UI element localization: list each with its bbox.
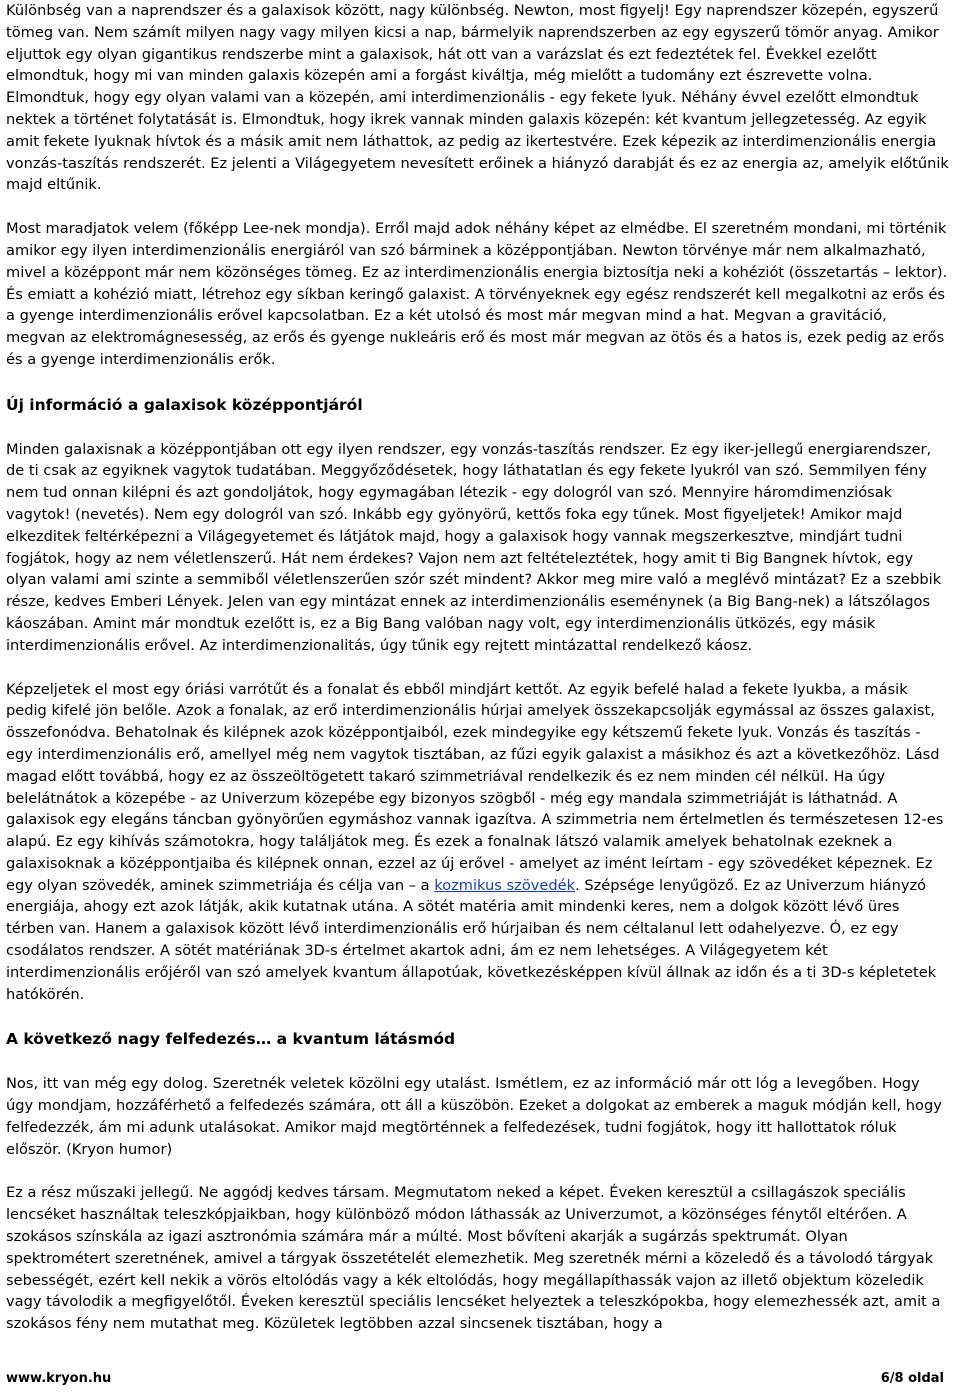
paragraph-text-after-link: . Szépsége lenyűgöző. Ez az Univerzum hiányzó energiája, ahogy ezt azok látják, akik kutatnak utána. A sötét matéria amit mindenki keres, nem a dolgok között lévő üres térben van. Hanem a galaxisok között lévő interdimenzionális erő húrjaiban és nem céltalanul lett odahelyezve. Ó, ez egy csodálatos rendszer. A sötét matériának 3D-s értelmet akartok adni, ám ez nem lehetséges. A Világegyetem két interdimenzionális erőjéről van szó amelyek kvantum állapotúak, következésképpen kívül állnak az időn és a ti 3D-s képletetek hatókörén.	[6, 876, 937, 1003]
intro-paragraph: Különbség van a naprendszer és a galaxisok között, nagy különbség. Newton, most figyelj! Egy naprendszer közepén, egyszerű tömeg van. Nem számít milyen nagy vagy milyen kicsi a nap, bármelyik naprendszerben az egy egyszerű tömör anyag. Amikor eljuttok egy olyan gigantikus rendszerbe mint a galaxisok, hát ott van a varázslat és ezt fedeztétek fel. Évekkel ezelőtt elmondtuk, hogy mi van minden galaxis közepén ami a forgást kiváltja, még mielőtt a tudomány ezt észrevette volna. Elmondtuk, hogy egy olyan valami van a közepén, ami interdimenzionális - egy fekete lyuk. Néhány évvel ezelőtt elmondtuk nektek a történet folytatását is. Elmondtuk, hogy ikrek vannak minden galaxis közepén: két kvantum jellegzetesség. Az egyik amit fekete lyuknak hívtok és a másik amit nem láthattok, az pedig az ikertestvére. Ezek képezik az interdimenzionális energia vonzás-taszítás rendszerét. Ez jelenti a Világegyetem nevesített erőinek a hiányzó darabját és ez az energia az, amelyik előtűnik majd eltűnik.	[6, 2, 949, 194]
paragraph-lee: Most maradjatok velem (főképp Lee-nek mondja). Erről majd adok néhány képet az elmédbe. El szeretném mondani, mi történik amikor egy ilyen interdimenzionális energiáról van szó bárminek a középpontjában. Newton törvénye már nem alkalmazható, mivel a középpont már nem közönséges tömeg. Ez az interdimenzionális energia biztosítja neki a kohéziót (összetartás – lektor). És emiatt a kohézió miatt, létrehoz egy síkban keringő galaxist. A törvényeknek egy egész rendszerét kell megalkotni az erős és a gyenge interdimenzionális erővel kapcsolatban. Ez a két utolsó és most már megvan mind a hat. Megvan a gravitáció, megvan az elektromágnesesség, az erős és gyenge nukleáris erő és most már megvan az ötös és a hatos is, ezek pedig az erős és a gyenge interdimenzionális erők.	[6, 220, 948, 368]
footer-url: www.kryon.hu	[6, 1371, 112, 1386]
paragraph-cosmic-web	[6, 679, 950, 1006]
cosmic-web-link[interactable]: kozmikus szövedék	[434, 876, 576, 894]
document-page	[6, 0, 950, 1335]
section-heading-quantum-vision: A következő nagy felfedezés… a kvantum látásmód	[6, 1030, 456, 1049]
section-heading-galaxy-center: Új információ a galaxisok középpontjáról	[6, 395, 363, 414]
page-number: 6/8 oldal	[880, 1371, 944, 1386]
paragraph-text-before-link: Képzeljetek el most egy óriási varrótűt és a fonalat és ebből mindjárt kettőt. Az egyik befelé halad a fekete lyukba, a másik pedig kifelé jön belőle. Azok a fonalak, az erő interdimenzionális húrjai amelyek összekapcsolják egymással az összes galaxist, összefonódva. Behatolnak és kilépnek azok középpontjaiból, ezek mindegyike egy kétszemű fekete lyuk. Vonzás és taszítás - egy interdimenzionális erő, amellyel még nem vagytok tisztában, az fűzi egyik galaxist a másikhoz és azt a következőhöz. Lásd magad előtt továbbá, hogy ez az összeöltögetett takaró szimmetriával rendelkezik és ez nem minden cél nélkül. Ha úgy belelátnátok a közepébe - az Univerzum közepébe egy bizonyos szögből - még egy mandala szimmetriáját is láthatnád. A galaxisok egy elegáns táncban gyönyörűen egymáshoz vannak igazítva. A szimmetria nem értelmetlen és természetesen 12-es alapú. Ez egy kihívás számotokra, hogy találjátok meg. És ezek a fonalnak látszó valamik amelyek behatolnak ezeknek a galaxisoknak a középpontjaiba és kilépnek onnan, ezzel az új erővel - amelyet az imént leírtam - egy szövedéket képeznek. Ez egy olyan szövedék, aminek szimmetriája és célja van – a	[6, 680, 944, 894]
paragraph-hint: Nos, itt van még egy dolog. Szeretnék veletek közölni egy utalást. Ismétlem, ez az információ már ott lóg a levegőben. Hogy úgy mondjam, hozzáférhető a felfedezés számára, ott áll a küszöbön. Ezeket a dolgokat az emberek a maguk módján kell, hogy felfedezzék, ám mi adunk utalásokat. Amikor majd megtörténnek a felfedezések, tudni fogjátok, hogy itt hallottatok róluk először. (Kryon humor)	[6, 1075, 942, 1158]
paragraph-technical: Ez a rész műszaki jellegű. Ne aggódj kedves társam. Megmutatom neked a képet. Éveken keresztül a csillagászok speciális lencséket használtak teleszkópjaikban, hogy különböző módon láthassák az Univerzumot, a közönséges fénytől eltérően. A szokásos színskála az igazi asztronómia számára már a múlté. Most bővíteni akarják a sugárzás spektrumát. Olyan spektrométert szeretnének, amivel a tárgyak összetételét elemezhetik. Meg szeretnék mérni a közeledő és a távolodó tárgyak sebességét, ezért kell nekik a vörös eltolódás vagy a kék eltolódás, hogy megállapíthassák vajon az illető objektum közeledik vagy távolodik a megfigyelőtől. Éveken keresztül speciális lencséket helyeztek a teleszkópokba, hogy elemezhessék azt, amit a szokásos fény nem mutathat meg. Közületek legtöbben azzal sincsenek tisztában, hogy a	[6, 1184, 941, 1333]
paragraph-galaxy-center: Minden galaxisnak a középpontjában ott egy ilyen rendszer, egy vonzás-taszítás rendszer. Ez egy iker-jellegű energiarendszer, de ti csak az egyiknek vagytok tudatában. Meggyőződésetek, hogy láthatatlan és egy fekete lyukról van szó. Semmilyen fény nem tud onnan kilépni és azt gondoljátok, hogy egymagában létezik - egy dologról van szó. Mennyire háromdimenziósak vagytok! (nevetés). Nem egy dologról van szó. Inkább egy gyönyörű, kettős foka egy tűnek. Most figyeljetek! Amikor majd elkezditek feltérképezni a Világegyetemet és látjátok majd, hogy a galaxisok hogy vannak megszerkesztve, mindjárt tudni fogjátok, hogy az nem véletlenszerű. Hát nem érdekes? Vajon nem azt feltételeztétek, hogy amit ti Big Bangnek hívtok, egy olyan valami ami szinte a semmiből véletlenszerűen szór szét mindent? Akkor meg mire való a meglévő mintázat? Ez a szebbik része, kedves Emberi Lények. Jelen van egy mintázat ennek az interdimenzionális eseménynek (a Big Bang-nek) a látszólagos káoszában. Amint már mondtuk ezelőtt is, ez a Big Bang valóban nagy volt, egy interdimenzionális ütközés, egy másik interdimenzionális erővel. Az interdimenzionalitás, úgy tűnik egy rejtett mintázattal rendelkező káosz.	[6, 440, 942, 654]
